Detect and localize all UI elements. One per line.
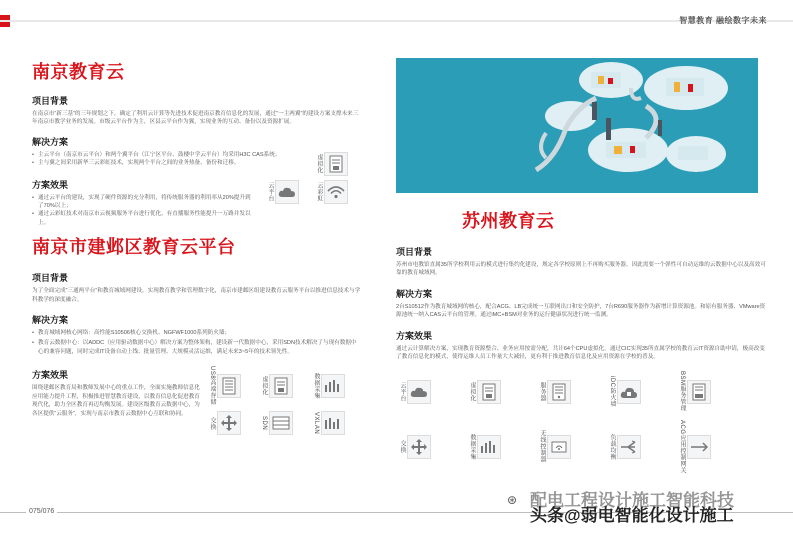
- icon-label: 虚拟化: [261, 376, 267, 396]
- suzhou-sol-text: 2台S10512作为教育城域网的核心，配合ACG、LB完成统一互联网出口和安全防护，7台R690服务器作为新增计算资源池。和原有服务器、VMware资源池统一纳入CAS云平台的管理。通过iMC+BSM对业务的运行健康状况进行统一监测。: [396, 303, 766, 319]
- nanjing-eff-item: • 通过云彩虹技术对南京市云视频服务平台进行优化，有直播服务性能提升一万路并发以上。: [32, 210, 256, 227]
- icon-label: 交换: [209, 416, 215, 430]
- nanjing-sol-item: • 主云平台（南京市云平台）和两个翼平台（江宁区平台、鼓楼中学云平台）均采用H3C CAS系统；: [32, 151, 362, 159]
- suzhou-eff-heading: 方案效果: [396, 330, 433, 341]
- icon-label: 服务器: [539, 381, 545, 402]
- server-vm-icon: [477, 380, 501, 404]
- jianye-sol-item: • 教育云数据中心：以ADDC（应用驱动数据中心）解决方案为整体架构，建设新一代数据中心，采用SDN技术解决了与现有数据中心的兼容问题，同时完成IT设备自动上线、批量管理、大规模灵活运维，满足未来3~5年的技术领先性。: [32, 339, 362, 356]
- suzhou-icon-grid: [398, 371, 769, 473]
- suzhou-eff-text: 通过云计算解决方案，实现教育资源整合、业务应用按需分配，共计64个CPU虚拟化。通过CIC实现35所直属学校的教育云IT资源自助申请，极高改变了教育信息化的模式，使得运维人员工作量大大减轻，更有利于推进教育信息化及应用资源在学校的普及。: [396, 345, 765, 361]
- switch-arrows-icon: [407, 435, 431, 459]
- jianye-title: 南京市建邺区教育云平台: [32, 237, 236, 258]
- icon-label: SDN: [261, 416, 267, 431]
- nanjing-sol-item: • 主与翼之间采用新华三云彩虹技术，实现两个平台之间的业务热备、备份和迁移。: [32, 159, 362, 167]
- header-slogan: 智慧教育 融绘数字未来: [679, 16, 767, 25]
- firewall-shield-icon: [617, 380, 641, 404]
- icon-label: iDC防火墙: [609, 376, 615, 408]
- nanjing-sol-heading: 解决方案: [32, 136, 69, 147]
- watermark-line-1: 配电工程设计施工智能科技: [530, 491, 734, 510]
- left-column: [32, 50, 362, 435]
- watermark-line-2: 头条@弱电智能化设计施工: [530, 506, 734, 525]
- suzhou-title: 苏州教育云: [462, 211, 555, 231]
- page-number: 075/076: [26, 508, 57, 515]
- suzhou-bg-heading: 项目背景: [396, 247, 433, 257]
- server-icon: [547, 380, 571, 404]
- icon-label: 云平台: [267, 181, 273, 202]
- suzhou-bg-text: 苏州市电教馆直属35所学校利用云的模式进行集约化建设，规定各学校原则上不再购买服务器，因此需要一个弹性可自动运维的云数据中心以及高效可靠的教育城域网。: [396, 262, 766, 277]
- jianye-eff-heading: 方案效果: [32, 370, 69, 381]
- nanjing-eff-heading: 方案效果: [32, 179, 69, 190]
- data-bars-icon: [321, 374, 345, 398]
- sdn-grid-icon: [269, 411, 293, 435]
- bsm-panel-icon: [687, 380, 711, 404]
- nanjing-eff-item: • 通过云平台的建设，实现了硬件资源的充分利用，将传统服务器的利用率从20%提升到了70%以上；: [32, 194, 256, 211]
- nanjing-title: 南京教育云: [32, 62, 125, 82]
- jianye-eff-text: 围绕建邺区教育局和教师发展中心的重点工作，全面实施教师信息化应用能力提升工程，积极推进智慧教育建设，以教育信息化促进教育现代化，助力全区教育再迈均衡发展。建设区级教育云数据中心，为各区提供“云服务”，实现与南京市教育云数据中心互联和协同。: [32, 385, 200, 417]
- icon-label: US8高端存储: [209, 366, 215, 406]
- vxlan-bars-icon: [321, 411, 345, 435]
- icon-label: 虚拟化: [469, 381, 475, 402]
- cloud-platform-icon: [407, 380, 431, 404]
- icon-label: 数据采集: [469, 433, 475, 460]
- icon-label: BSM服务管理: [679, 371, 685, 412]
- icon-label: ACG应用控制网关: [679, 419, 685, 474]
- wifi-rainbow-icon: [324, 180, 348, 204]
- cloud-campus-illustration: [396, 58, 758, 193]
- jianye-sol-item: • 教育城域网核心网络：高性能S10506核心交换机、NGFWF1000系列防火墙；: [32, 329, 362, 337]
- switch-arrows-icon: [217, 411, 241, 435]
- icon-label: VXLAN: [313, 412, 319, 435]
- icon-label: 云彩虹: [316, 181, 322, 202]
- icon-label: 数据采集: [313, 372, 319, 399]
- jianye-bg-heading: 项目背景: [32, 273, 69, 284]
- right-column: [396, 58, 769, 473]
- jianye-icon-grid: [208, 366, 362, 435]
- icon-label: 无线控制器: [539, 430, 545, 463]
- load-balance-icon: [617, 435, 641, 459]
- icon-label: 虚拟化: [316, 153, 322, 174]
- server-vm-icon: [269, 374, 293, 398]
- header-rule: [0, 20, 793, 22]
- icon-label: 云平台: [399, 381, 405, 402]
- icon-label: 负载均衡: [609, 433, 615, 460]
- icon-label: 交换: [399, 440, 405, 454]
- acg-gateway-icon: [687, 435, 711, 459]
- watermark-logo-icon: ⊛: [507, 493, 518, 507]
- wireless-controller-icon: [547, 435, 571, 459]
- jianye-bg-text: 为了全面完成“三通两平台”和教育城域网建设，实现教育教学和管理数字化，南京市建邺区组建设教育云服务平台以推进信息技术与学科教学的深度融合。: [32, 288, 361, 303]
- nanjing-bg-heading: 项目背景: [32, 96, 69, 106]
- storage-array-icon: [217, 374, 241, 398]
- nanjing-bg-text: 在南京市“新三基”的三年规划之下，确定了利用云计算等先进技术促进南京教育信息化的发展，通过“一主两翼”的建设方案支撑未来三年南京市教学业务的发展。市级云平台作为主，区县云平台作为翼，实现业务的互动、备份以及资源扩展。: [32, 111, 359, 126]
- cloud-platform-icon: [275, 180, 299, 204]
- jianye-sol-heading: 解决方案: [32, 315, 69, 326]
- data-bars-icon: [477, 435, 501, 459]
- suzhou-sol-heading: 解决方案: [396, 288, 433, 299]
